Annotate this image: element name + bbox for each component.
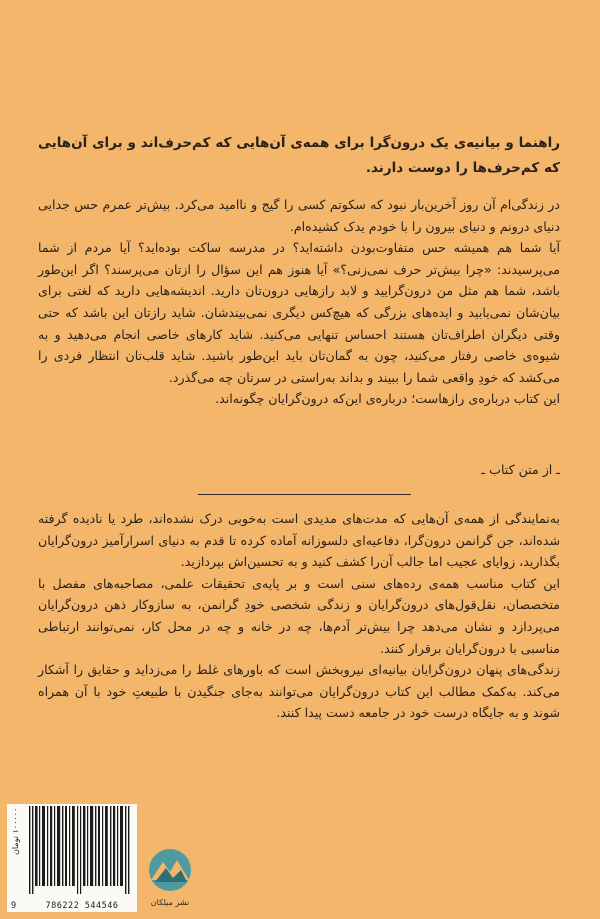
barcode-number: 786222 544546 [45,901,119,911]
description-paragraph-3: زندگی‌های پنهان درون‌گرایان بیانیه‌ای نیروبخش است که باورهای غلط را می‌زداید و حقایق را آشکار می‌کند. به‌کمک مطالب این کتاب درون‌گرایان می‌توانند به‌جای جنگیدن با طبیعتِ خود با آن همراه شوند و به جایگاه درست خود در جامعه دست پیدا کنند. [38,662,560,721]
book-description [38,508,560,724]
excerpt-paragraph-1: در زندگی‌ام آن روز آخرین‌بار نبود که سکوتم کسی را گیج و ناامید می‌کرد. بیش‌تر عمرم حس جدایی دنیای درونم و دنیای بیرون را با خودم یدک کشیده‌ام. [38,197,560,234]
description-paragraph-2: این کتاب مناسب همه‌ی رده‌های سنی است و بر پایه‌ی تحقیقات علمی، مصاحبه‌های مفصل با متخصصان، نقل‌قول‌های درون‌گرایان و زندگی شخصی خودِ گرانمن، به سازوکار ذهن درون‌گرایان می‌پردازد و نشان می‌دهد چرا بیش‌تر آدم‌ها، چه در خانه و چه در محل کار، نمی‌توانند ارتباطی مناسبی با درون‌گرایان برقرار کنند. [38,575,560,656]
excerpt-attribution: ـ از متن کتاب ـ [481,462,560,477]
publisher-name: نشر میلکان [150,898,190,907]
excerpt-paragraph-3: این کتاب درباره‌ی رازهاست؛ درباره‌ی این‌که درون‌گرایان چگونه‌اند. [215,391,560,407]
headline: راهنما و بیانیه‌ی یک درون‌گرا برای همه‌ی آن‌هایی که کم‌حرف‌اند و برای آن‌هایی که کم‌حرف‌ها را دوست دارند. [38,135,560,176]
barcode-lead-digit: 9 [11,901,17,911]
section-divider [198,494,411,495]
isbn-barcode [7,804,137,912]
description-paragraph-1: به‌نمایندگی از همه‌ی آن‌هایی که مدت‌های مدیدی است به‌خوبی درک نشده‌اند، طرد یا نادیده گرفته شده‌اند، جن گرانمن درون‌گرا، دفاعیه‌ای دلسوزانه آماده کرده تا قدم به دنیای اسرارآمیز درون‌گرایان بگذارید، زوایای عجیب اما جالب آن‌را کشف کنید و به تحسین‌اش بپردازید. [38,511,560,570]
excerpt-paragraph-2: آیا شما هم همیشه حس متفاوت‌بودن داشته‌اید؟ در مدرسه ساکت بوده‌اید؟ آیا مردم از شما می‌پرسیدند: «چرا بیش‌تر حرف نمی‌زنی؟» آیا هنوز هم این سؤال را ازتان می‌پرسند؟ اگر این‌طور باشد، شما هم مثل من درون‌گرایید و لابد رازهایی درون‌تان دارید. اندیشه‌هایی دارید که لغتی برای بیان‌شان نمی‌یابید و ایده‌های بزرگی که هیچ‌کس دیگری نمی‌بیندشان. شاید رازتان این باشد که حتی وقتی دیگران اطراف‌تان هستند احساس تنهایی می‌کنید. شاید کارهای خاصی انجام می‌دهید و به شیوه‌ی خاصی رفتار می‌کنید، چون به گمان‌تان باید این‌طور باشید. شاید قلب‌تان انتظار فردی را می‌کشد که خودِ واقعی شما را ببیند و بداند به‌راستی در سرتان چه می‌گذرد. [38,240,560,385]
book-excerpt [38,194,560,410]
barcode-bars [29,806,133,896]
price-label: ۱۰۰۰۰۰ تومان [11,808,20,856]
